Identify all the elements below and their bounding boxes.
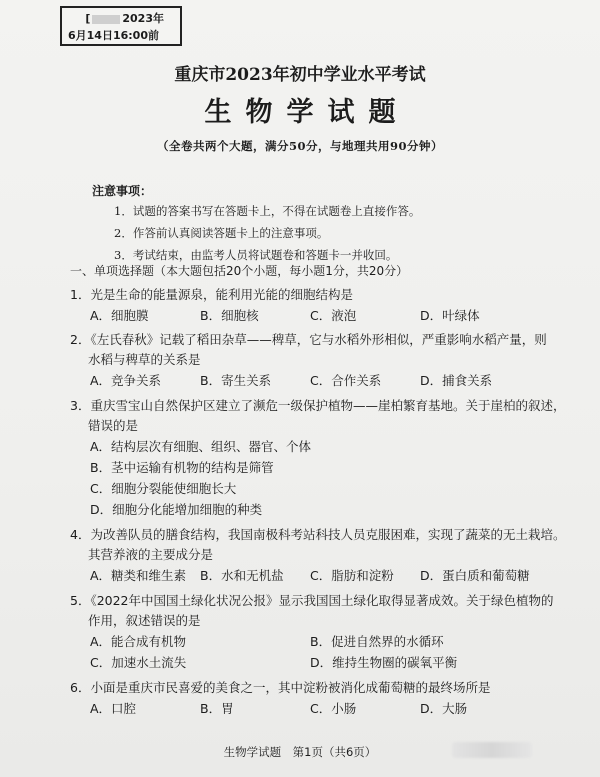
option: C．合作关系 [310, 373, 382, 388]
option: C．脂肪和淀粉 [310, 568, 394, 583]
option: D．捕食关系 [420, 373, 493, 388]
option: B．水和无机盐 [200, 568, 284, 583]
option: A．糖类和维生素 [90, 568, 187, 583]
option: C．加速水土流失 [90, 655, 187, 670]
page-footer: 生物学试题 第1页（共6页） [223, 745, 377, 759]
option: A．能合成有机物 [90, 634, 187, 649]
option: B．促进自然界的水循环 [310, 634, 444, 649]
option: A．细胞膜 [90, 308, 149, 323]
option: D．蛋白质和葡萄糖 [420, 568, 530, 583]
option: D．叶绿体 [420, 308, 480, 323]
question-4-cont: 其营养液的主要成分是 [88, 547, 214, 562]
redacted-mark [92, 15, 120, 24]
notice-item: 3．考试结束，由监考人员将试题卷和答题卡一并收回。 [114, 248, 398, 262]
option: C．小肠 [310, 701, 357, 716]
notice-item: 2．作答前认真阅读答题卡上的注意事项。 [114, 226, 329, 240]
question-3: 3．重庆雪宝山自然保护区建立了濒危一级保护植物——崖柏繁育基地。关于崖柏的叙述， [70, 398, 566, 413]
question-2: 2．《左氏春秋》记载了稻田杂草——稗草，它与水稻外形相似，严重影响水稻产量，则 [70, 332, 547, 347]
question-3-cont: 错误的是 [88, 418, 139, 433]
option: D．大肠 [420, 701, 468, 716]
stamp-date: 6月14日16:00前 [68, 29, 159, 42]
option: C．液泡 [310, 308, 357, 323]
question-6: 6．小面是重庆市民喜爱的美食之一，其中淀粉被消化成葡萄糖的最终场所是 [70, 680, 491, 695]
option: A．竞争关系 [90, 373, 162, 388]
option: D．维持生物圈的碳氧平衡 [310, 655, 458, 670]
option: B．茎中运输有机物的结构是筛管 [90, 460, 274, 475]
option: B．细胞核 [200, 308, 259, 323]
exam-title: 重庆市2023年初中学业水平考试 [174, 65, 426, 85]
question-1: 1．光是生命的能量源泉，能利用光能的细胞结构是 [70, 287, 353, 302]
stamp-year: 2023年 [122, 12, 164, 25]
question-5: 5．《2022年中国国土绿化状况公报》显示我国国土绿化取得显著成效。关于绿色植物的 [70, 593, 554, 608]
question-2-cont: 水稻与稗草的关系是 [88, 352, 201, 367]
option: A．口腔 [90, 701, 137, 716]
option: C．细胞分裂能使细胞长大 [90, 481, 237, 496]
option: A．结构层次有细胞、组织、器官、个体 [90, 439, 312, 454]
option: B．胃 [200, 701, 234, 716]
watermark-blur [452, 742, 532, 758]
exam-subtitle: （全卷共两个大题，满分50分，与地理共用90分钟） [156, 139, 443, 153]
question-5-cont: 作用，叙述错误的是 [88, 613, 201, 628]
section-heading: 一、单项选择题（本大题包括20个小题，每小题1分，共20分） [70, 264, 409, 278]
subject-title: 生物学试题 [204, 97, 410, 128]
notice-heading: 注意事项： [92, 184, 153, 198]
question-4: 4．为改善队员的膳食结构，我国南极科考站科技人员克服困难，实现了蔬菜的无土栽培。 [70, 527, 566, 542]
notice-item: 1．试题的答案书写在答题卡上，不得在试题卷上直接作答。 [114, 204, 421, 218]
option: B．寄生关系 [200, 373, 272, 388]
deadline-stamp: [ 2023年 6月14日16:00前 [60, 6, 182, 46]
option: D．细胞分化能增加细胞的种类 [90, 502, 263, 517]
